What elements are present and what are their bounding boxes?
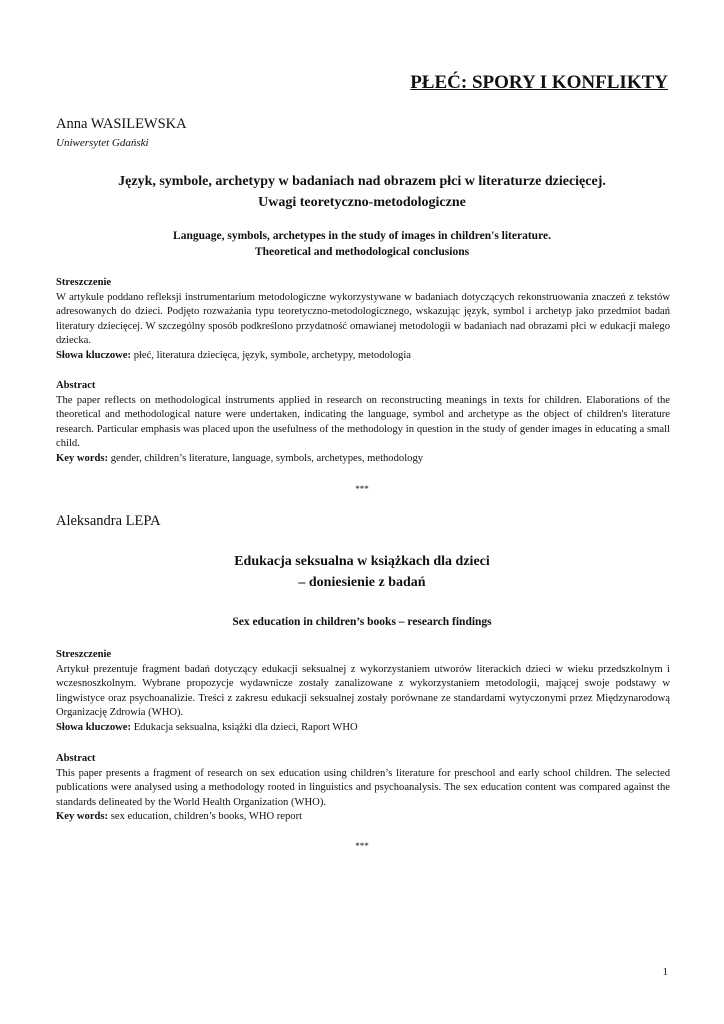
article1-keywords-en: [56, 452, 670, 467]
separator-1: ***: [355, 484, 369, 494]
article1-summary-heading: Streszczenie: [56, 277, 112, 288]
article2-summary-section: [56, 648, 670, 735]
article2-abstract-text: This paper presents a fragment of research on sex education using children’s literature for preschool and early school children. The selected publications were analysed using a methodology rooted in linguistics and psychoanalysis. The sex education content was compared against the standards delineated by the World Health Organization (WHO).: [56, 767, 670, 808]
article1-title-pl-line1: Język, symbole, archetypy w badaniach nad obrazem płci w literaturze dziecięcej.: [118, 174, 606, 189]
article2-title-pl-line1: Edukacja seksualna w książkach dla dzieci: [234, 554, 490, 569]
article1-abstract-section: [56, 379, 670, 466]
article1-title-pl: [56, 171, 668, 213]
article1-title-en-line1: Language, symbols, archetypes in the study of images in children's literature.: [173, 230, 551, 242]
keywords-pl-values: Edukacja seksualna, książki dla dzieci, Raport WHO: [131, 721, 358, 733]
keywords-en-values: sex education, children’s books, WHO report: [108, 811, 303, 822]
article1-abstract-heading: Abstract: [56, 380, 96, 391]
article1-title-en-line2: Theoretical and methodological conclusions: [254, 246, 470, 258]
article2-abstract-heading: Abstract: [56, 753, 96, 764]
article1-summary-section: [56, 276, 670, 363]
page-number: 1: [662, 966, 668, 978]
article1-abstract-text: The paper reflects on methodological instruments applied in research on reconstructing meanings in texts for children. Elaborations of the theoretical and methodological nature were undertaken, indicating the language, symbol and archetype as the object of children's literature research. Particular emphasis was placed upon the usefulness of the methodology in question in the study of gender images in educating a small child.: [56, 394, 670, 449]
article2-summary-heading: Streszczenie: [56, 649, 112, 660]
article1-summary-text: W artykule poddano refleksji instrumentarium metodologiczne wykorzystywane w badaniach dotyczących rekonstruowania znaczeń z tekstów adresowanych do dzieci. Podjęto rozważania typu teoretyczno-metodologicznego, wskazując język, symbol i archetyp jako przedmiot badań literatury dziecięcej. W szczególny sposób podkreślono przydatność omawianej metodologii w badaniach nad obrazami płci w edukacji małego dziecka.: [56, 291, 670, 346]
article1-keywords-pl: [56, 349, 670, 364]
article2-author: Aleksandra LEPA: [56, 513, 161, 529]
article2-summary-text: Artykuł prezentuje fragment badań dotyczący edukacji seksualnej z wykorzystaniem utworów literackich dzieci w wieku przedszkolnym i wczesnoszkolnym. Wybrane propozycje wydawnicze zostały zanalizowane z wykorzystaniem metodologii, mającej swoje podstawy w lingwistyce oraz psychoanalizie. Treści z zakresu edukacji seksualnej zostały porównane ze standardami wytyczonymi przez Międzynarodową Organizację Zdrowia (WHO).: [56, 663, 670, 718]
article2-title-en: Sex education in children’s books – research findings: [232, 616, 492, 628]
article2-abstract-section: [56, 752, 670, 825]
article2-title-pl-line2: – doniesienie z badań: [298, 575, 426, 590]
article1-affiliation: Uniwersytet Gdański: [56, 137, 149, 149]
keywords-en-label: Key words:: [56, 452, 109, 464]
article1-title-pl-line2: Uwagi teoretyczno-metodologiczne: [258, 195, 466, 210]
article1-author: Anna WASILEWSKA: [56, 116, 187, 132]
page-title: PŁEĆ: SPORY I KONFLIKTY: [410, 72, 668, 93]
keywords-pl-label: Słowa kluczowe:: [56, 721, 132, 733]
keywords-en-values: gender, children’s literature, language, symbols, archetypes, methodology: [108, 452, 424, 464]
article2-keywords-pl: [56, 721, 670, 736]
article2-keywords-en: [56, 810, 670, 825]
keywords-pl-values: płeć, literatura dziecięca, język, symbole, archetypy, metodologia: [131, 349, 411, 361]
keywords-en-label: Key words:: [56, 811, 109, 822]
article2-title-pl: [56, 551, 668, 593]
keywords-pl-label: Słowa kluczowe:: [56, 349, 132, 361]
article1-title-en: [56, 228, 668, 260]
separator-2: ***: [355, 841, 369, 851]
